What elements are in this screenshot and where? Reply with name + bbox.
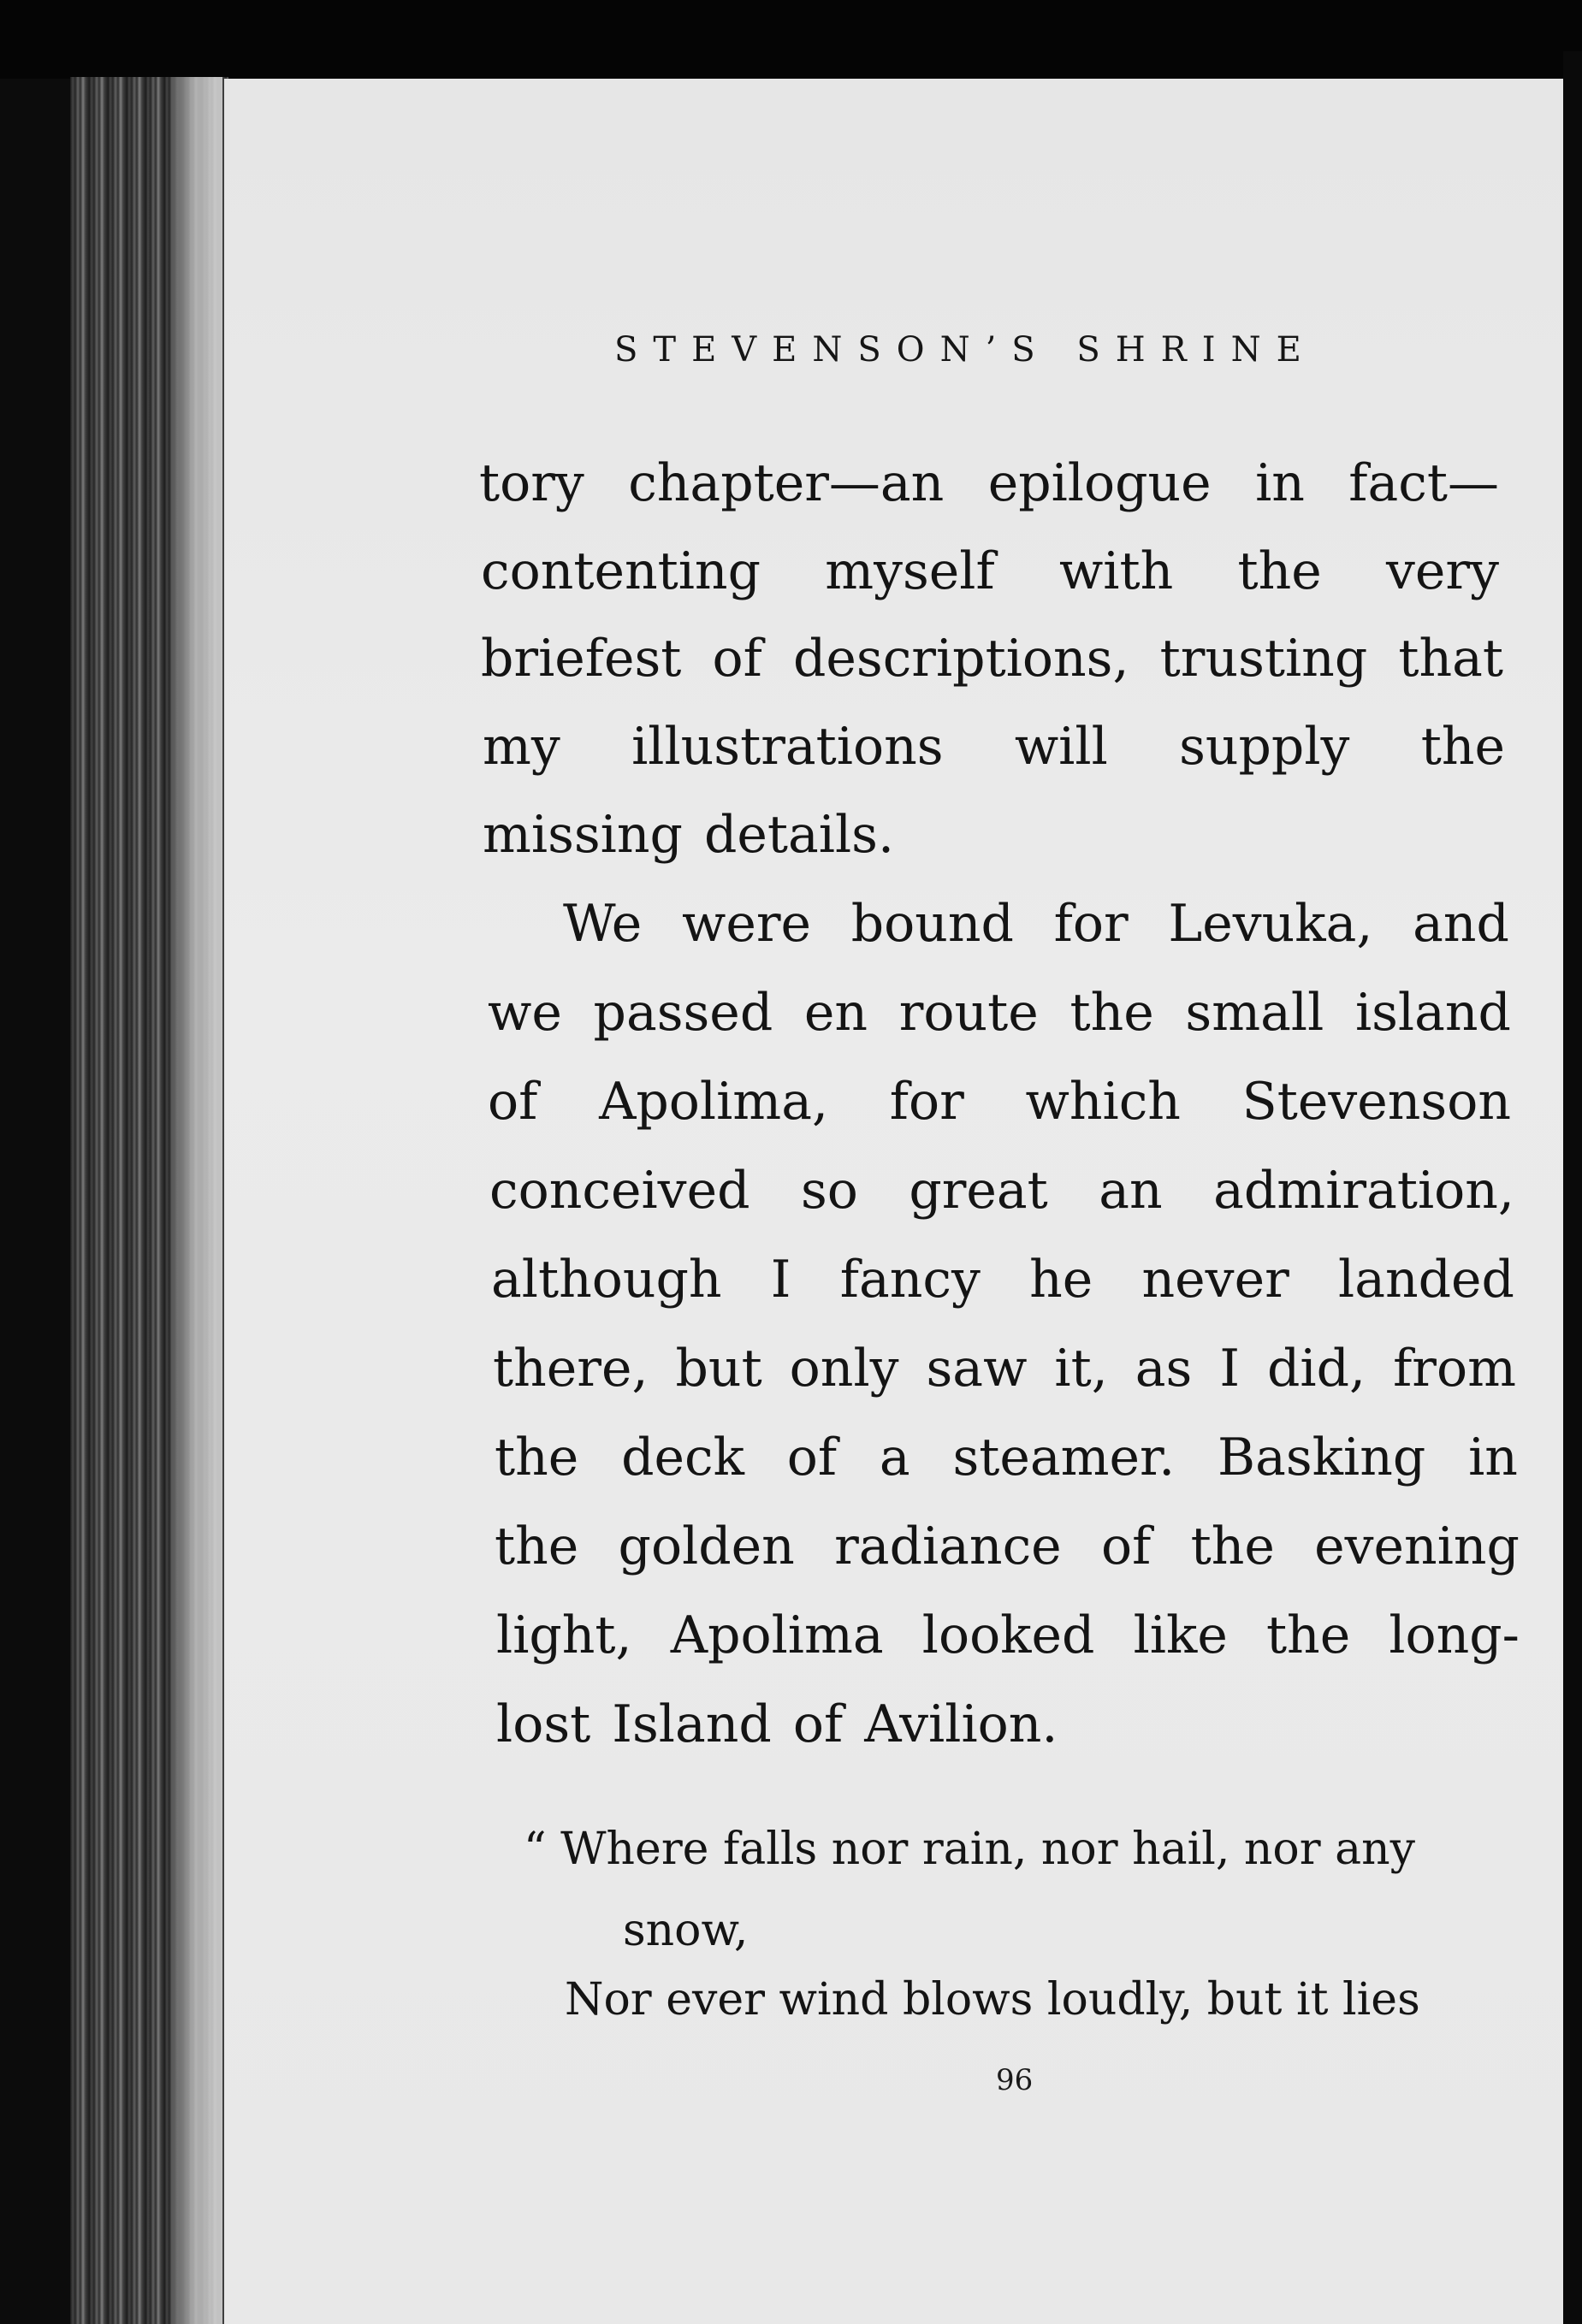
word: steamer. [952,1428,1176,1487]
paragraph-1-line-4 [483,713,1505,781]
word: for [889,1072,964,1132]
word: of [786,1428,838,1487]
word: passed [593,983,773,1043]
word: for [1053,894,1129,954]
word: the [1420,717,1505,777]
word: the [1265,1606,1351,1665]
word: only [789,1339,899,1399]
paragraph-2-line-6 [493,1334,1516,1403]
paragraph-1-line-1 [479,449,1499,517]
word: of [1100,1517,1152,1576]
text-line: missing details. [483,805,895,865]
word: but [675,1339,762,1399]
word: deck [621,1428,744,1487]
word: island [1354,983,1511,1043]
word: illustrations [631,717,944,777]
word: in [1255,453,1305,513]
word: Levuka, [1168,894,1373,954]
word: saw [926,1339,1028,1399]
word: Stevenson [1241,1072,1511,1132]
word: there, [493,1339,649,1399]
word: the [1237,541,1322,601]
word: although [491,1250,722,1310]
word: admiration, [1213,1161,1514,1221]
word: with [1058,541,1174,601]
page-number: 96 [996,2063,1034,2097]
paragraph-1-line-3 [481,624,1503,693]
word: long- [1389,1606,1520,1665]
paragraph-2-line-1 [563,890,1509,958]
word: did, [1267,1339,1366,1399]
word: from [1393,1339,1516,1399]
word: Apolima [670,1606,884,1665]
word: route [898,983,1039,1043]
word: trusting [1159,629,1368,689]
word: radiance [834,1517,1062,1576]
paragraph-2-line-9 [496,1601,1520,1670]
word: so [800,1161,858,1221]
word: light, [496,1606,632,1665]
paragraph-1-line-5 [483,801,1081,869]
word: descriptions, [793,629,1129,689]
word: bound [850,894,1014,954]
word: the [495,1428,579,1487]
word: an [1099,1161,1163,1221]
word: I [1219,1339,1241,1399]
paragraph-2-line-7 [495,1423,1518,1492]
paragraph-2-line-3 [488,1067,1511,1136]
word: as [1135,1339,1193,1399]
running-header: STEVENSON’S SHRINE [614,330,1317,370]
word: fancy [839,1250,981,1310]
word: a [879,1428,910,1487]
text-line: lost Island of Avilion. [496,1694,1058,1754]
word: very [1386,541,1499,601]
paragraph-2-line-8 [495,1512,1520,1581]
word: supply [1179,717,1350,777]
word: looked [921,1606,1095,1665]
paragraph-1-line-2 [481,537,1499,606]
word: in [1468,1428,1518,1487]
word: epilogue [987,453,1212,513]
paragraph-2-line-2 [488,979,1511,1047]
paragraph-2-line-4 [489,1156,1514,1225]
word: the [495,1517,579,1576]
word: were [681,894,812,954]
verse-text: Nor ever wind blows loudly, but it lies [565,1974,1420,2025]
verse-text: “ Where falls nor rain, nor hail, nor any [524,1824,1415,1875]
word: which [1025,1072,1181,1132]
verse-text: snow, [623,1905,749,1956]
word: myself [825,541,995,601]
word: the [1069,983,1154,1043]
word: of [712,629,762,689]
word: that [1398,629,1503,689]
quotation-line-3 [565,1970,1420,2030]
word: evening [1314,1517,1520,1576]
word: chapter—an [628,453,945,513]
word: contenting [481,541,761,601]
word: I [770,1250,791,1310]
word: conceived [489,1161,750,1221]
paragraph-2-line-5 [491,1245,1514,1314]
word: and [1413,894,1509,954]
word: small [1185,983,1324,1043]
paragraph-2-line-10 [496,1690,1147,1759]
scan-top-border [0,0,1582,79]
word: it, [1054,1339,1108,1399]
word: the [1190,1517,1275,1576]
word: Basking [1218,1428,1426,1487]
page-edge-highlight [171,77,222,2324]
word: landed [1338,1250,1514,1310]
word: of [488,1072,538,1132]
word: fact— [1348,453,1499,513]
word: great [909,1161,1048,1221]
word: We [563,894,643,954]
word: tory [479,453,584,513]
word: he [1029,1250,1093,1310]
quotation-line-1 [524,1819,1415,1879]
word: never [1141,1250,1289,1310]
word: briefest [481,629,682,689]
word: en [803,983,868,1043]
word: my [483,717,560,777]
word: we [488,983,562,1043]
quotation-line-2 [623,1901,748,1960]
scan-right-border [1563,51,1582,2324]
word: Apolima, [599,1072,829,1132]
word: will [1014,717,1108,777]
word: golden [618,1517,795,1576]
word: like [1133,1606,1228,1665]
